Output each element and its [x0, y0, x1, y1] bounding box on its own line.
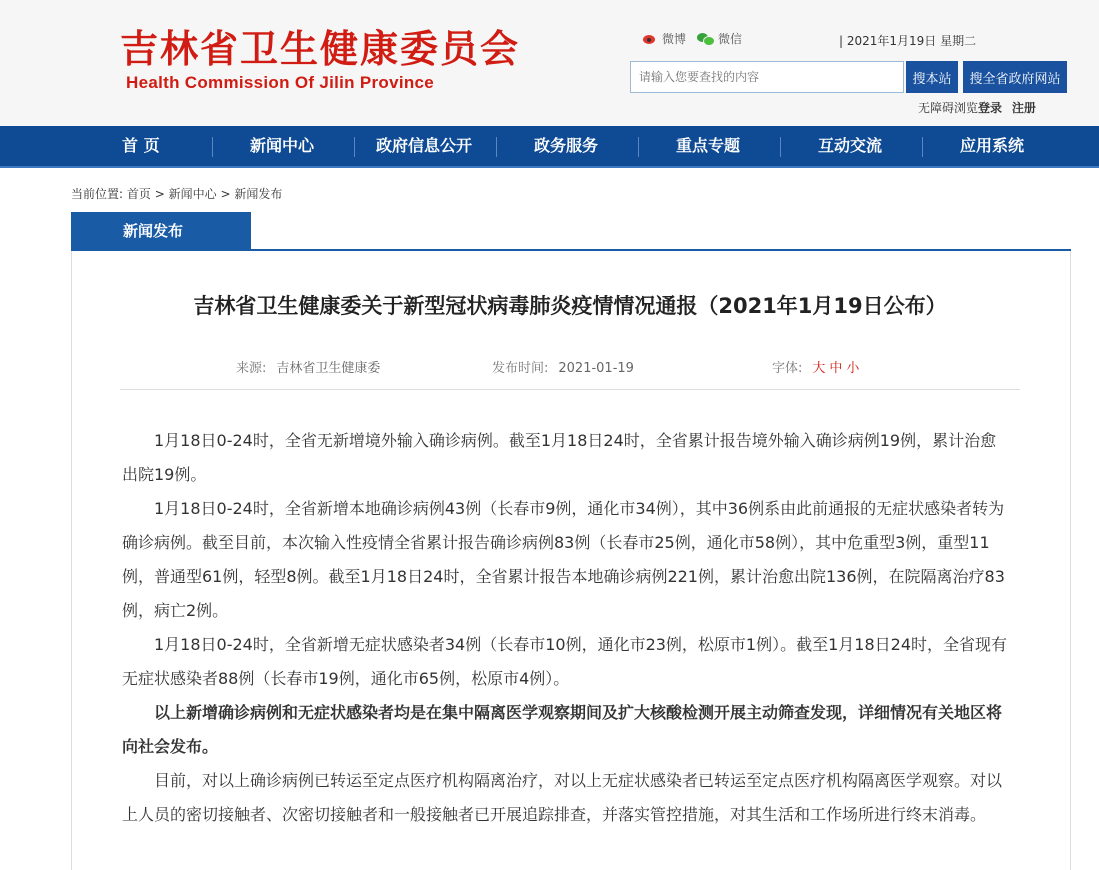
article-paragraph: 1月18日0-24时，全省新增本地确诊病例43例（长春市9例，通化市34例），其中36例系由此前通报的无症状感染者转为确诊病例。截至目前，本次输入性疫情全省累计报告确诊病例83例（长春市25例，通化市58例），其中危重型3例，重型11例，普通型61例，轻型8例。截至1月18日24时，全省累计报告本地确诊病例221例，累计治愈出院136例，在院隔离治疗83例，病亡2例。	[122, 499, 1005, 620]
search-input[interactable]	[630, 61, 904, 93]
login-link[interactable]: 登录	[978, 101, 1003, 115]
weibo-link[interactable]	[642, 30, 686, 47]
weibo-label: 微博	[662, 32, 687, 46]
article-paragraph: 1月18日0-24时，全省新增无症状感染者34例（长春市10例，通化市23例，松原市1例）。截至1月18日24时，全省现有无症状感染者88例（长春市19例，通化市65例，松原市4例）。	[122, 635, 1008, 688]
main-nav	[0, 126, 1099, 168]
section-tab-news-release[interactable]: 新闻发布	[71, 212, 251, 250]
site-logo-chinese[interactable]: 吉林省卫生健康委员会	[120, 26, 521, 71]
date-value: 2021-01-19	[558, 361, 634, 376]
breadcrumb	[71, 185, 282, 202]
weibo-icon	[642, 32, 658, 45]
site-logo-english[interactable]: Health Commission Of Jilin Province	[126, 73, 435, 92]
font-size-small[interactable]: 小	[846, 361, 860, 376]
nav-divider	[780, 137, 781, 157]
nav-divider	[212, 137, 213, 157]
wechat-icon	[697, 32, 714, 45]
article-title: 吉林省卫生健康委关于新型冠状病毒肺炎疫情情况通报（2021年1月19日公布）	[193, 294, 947, 318]
nav-item-apps[interactable]: 应用系统	[960, 136, 1025, 155]
article-paragraph-emphasis: 以上新增确诊病例和无症状感染者均是在集中隔离医学观察期间及扩大核酸检测开展主动筛查发现，详细情况有关地区将向社会发布。	[122, 703, 1003, 756]
nav-item-home[interactable]: 首 页	[122, 136, 160, 155]
search-gov-button[interactable]: 搜全省政府网站	[963, 61, 1067, 93]
article-source	[236, 357, 380, 376]
breadcrumb-separator: >	[220, 187, 231, 201]
nav-divider	[638, 137, 639, 157]
nav-item-gov-info[interactable]: 政府信息公开	[376, 136, 473, 155]
source-label: 来源:	[236, 361, 267, 376]
accessibility-link[interactable]: 无障碍浏览	[918, 101, 979, 115]
site-header	[0, 0, 1099, 126]
font-size-label: 字体:	[772, 361, 803, 376]
breadcrumb-item-news-release[interactable]: 新闻发布	[234, 187, 283, 201]
nav-item-news[interactable]: 新闻中心	[250, 136, 315, 155]
weixin-link[interactable]	[697, 30, 742, 47]
article-body	[122, 424, 1008, 832]
date-label: 发布时间:	[492, 361, 549, 376]
nav-item-topics[interactable]: 重点专题	[676, 136, 741, 155]
register-link[interactable]: 注册	[1011, 101, 1036, 115]
font-size-large[interactable]: 大	[812, 361, 826, 376]
search-site-button[interactable]: 搜本站	[906, 61, 958, 93]
header-links	[918, 99, 1042, 116]
nav-divider	[354, 137, 355, 157]
font-size-control	[772, 357, 863, 376]
nav-divider	[496, 137, 497, 157]
breadcrumb-separator: >	[154, 187, 165, 201]
font-size-medium[interactable]: 中	[829, 361, 843, 376]
source-value: 吉林省卫生健康委	[276, 361, 381, 376]
current-date: | 2021年1月19日 星期二	[839, 34, 977, 48]
meta-divider	[120, 389, 1020, 390]
article-date	[492, 357, 634, 376]
breadcrumb-item-home[interactable]: 首页	[126, 187, 151, 201]
article-paragraph: 1月18日0-24时，全省无新增境外输入确诊病例。截至1月18日24时，全省累计报告境外输入确诊病例19例，累计治愈出院19例。	[122, 431, 997, 484]
nav-divider	[922, 137, 923, 157]
nav-item-services[interactable]: 政务服务	[534, 136, 599, 155]
breadcrumb-item-news-center[interactable]: 新闻中心	[168, 187, 217, 201]
breadcrumb-label: 当前位置:	[71, 187, 124, 201]
nav-item-interaction[interactable]: 互动交流	[818, 136, 883, 155]
article-paragraph: 目前，对以上确诊病例已转运至定点医疗机构隔离治疗，对以上无症状感染者已转运至定点医疗机构隔离医学观察。对以上人员的密切接触者、次密切接触者和一般接触者已开展追踪排查，并落实管控措施，对其生活和工作场所进行终末消毒。	[122, 771, 1003, 824]
weixin-label: 微信	[718, 32, 743, 46]
